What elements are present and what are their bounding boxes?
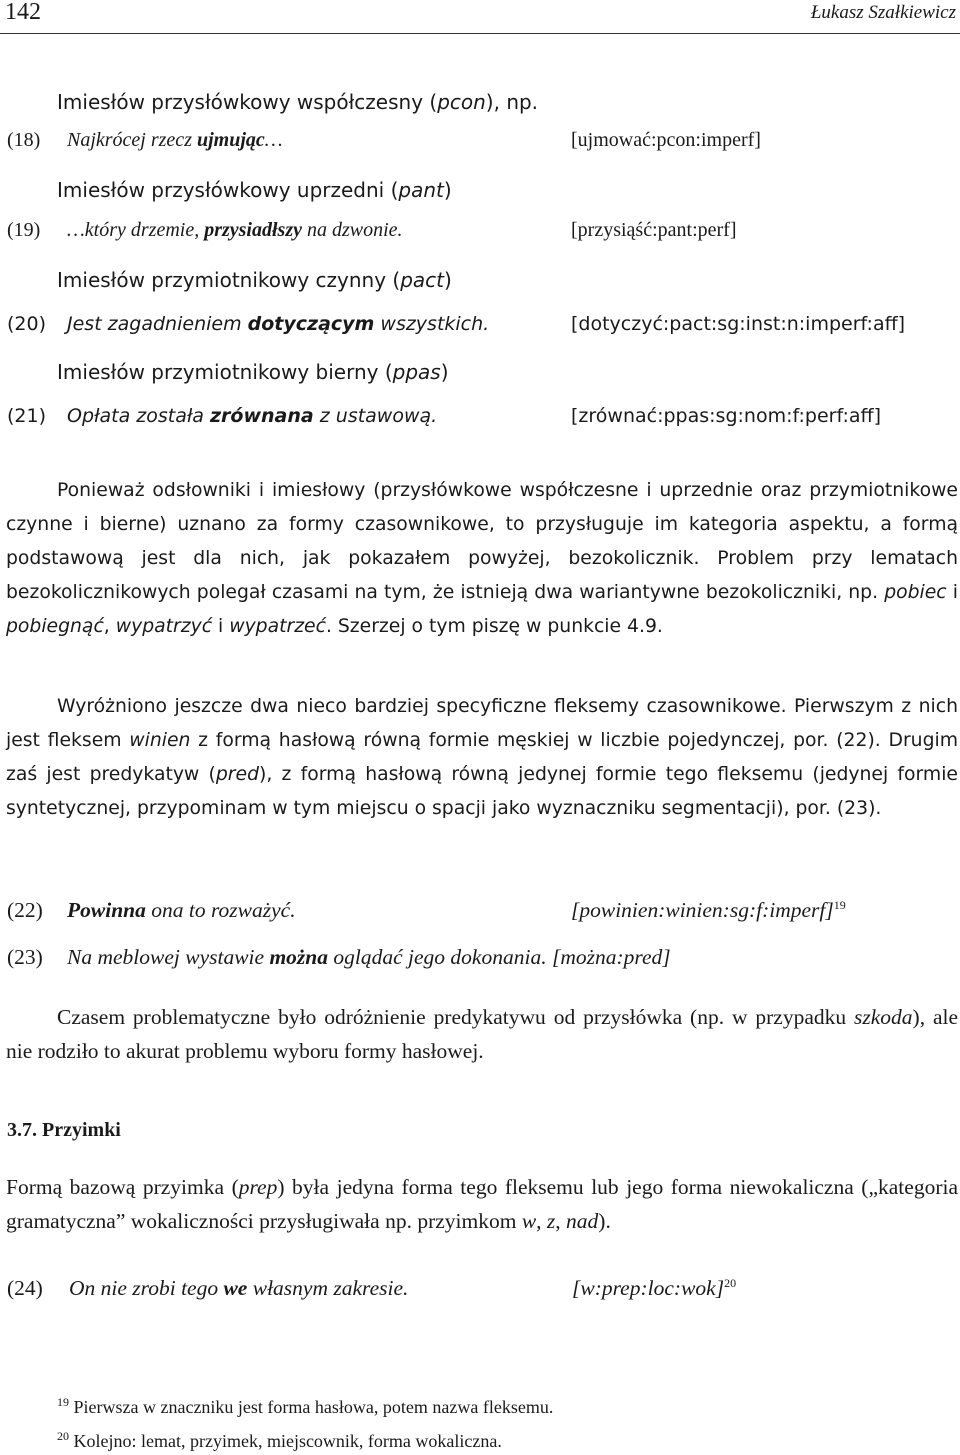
example-sentence: …który drzemie, przysiadłszy na dzwonie.	[67, 219, 403, 241]
body-paragraph: Formą bazową przyimka (prep) była jedyna forma tego fleksemu lub jego forma niewokaliczna („kategoria gramatyczna” wokaliczności przysługiwała np. przyimkom w, z, nad).	[6, 1175, 958, 1233]
example-sentence: Opłata została zrównana z ustawową.	[67, 405, 438, 427]
body-paragraph: Ponieważ odsłowniki i imiesłowy (przysłówkowe współczesne i uprzednie oraz przymiotnikowe czynne i bierne) uznano za formy czasownikowe, to przysługuje im kategoria aspektu, a formą podstawową jest dla nich, jak pokazałem powyżej, bezokolicznik. Problem przy lematach bezokolicznikowych polegał czasami na tym, że istnieją dwa wariantywne bezokoliczniki, np. pobiec i pobiegnąć, wypatrzyć i wypatrzeć. Szerzej o tym piszę w punkcie 4.9.	[6, 480, 958, 637]
section-heading: 3.7. Przyimki	[7, 1119, 121, 1141]
ppas-heading: Imiesłów przymiotnikowy bierny (ppas)	[57, 360, 449, 384]
footnote: $^{19}$ Pierwsza w znaczniku jest forma hasłowa, potem nazwa fleksemu.	[57, 1395, 554, 1417]
example-tag: [ujmować:pcon:imperf]	[571, 129, 761, 151]
example-sentence: On nie zrobi tego we własnym zakresie.	[69, 1276, 409, 1300]
example-sentence: Najkrócej rzecz ujmując…	[67, 129, 283, 151]
example-number: (22)	[7, 898, 43, 922]
example-number: (21)	[7, 405, 47, 427]
running-header	[0, 0, 960, 40]
example-sentence: Powinna ona to rozważyć.	[67, 898, 296, 922]
example-number: (20)	[7, 313, 47, 335]
footnote-ref[interactable]: 20	[724, 1275, 737, 1290]
example-tag: [zrównać:ppas:sg:nom:f:perf:aff]	[571, 405, 882, 427]
page-number: 142	[5, 0, 41, 25]
example-number: (24)	[7, 1276, 43, 1300]
example-number: (23)	[7, 945, 43, 969]
example-tag: [dotyczyć:pact:sg:inst:n:imperf:aff]	[571, 313, 906, 335]
example-number: (19)	[7, 219, 41, 241]
pcon-heading: Imiesłów przysłówkowy współczesny (pcon), np.	[57, 90, 539, 114]
footnote: $^{20}$ Kolejno: lemat, przyimek, miejscownik, forma wokaliczna.	[57, 1429, 502, 1451]
pant-heading: Imiesłów przysłówkowy uprzedni (pant)	[57, 178, 452, 202]
body-paragraph: Czasem problematyczne było odróżnienie predykatywu od przysłówka (np. w przypadku szkoda), ale nie rodziło to akurat problemu wyboru formy hasłowej.	[6, 1005, 959, 1063]
example-tag: [w:prep:loc:wok]$^{20}$	[572, 1275, 737, 1300]
example-tag: [powinien:winien:sg:f:imperf]$^{19}$	[571, 897, 846, 922]
example-sentence: Na meblowej wystawie można oglądać jego dokonania. [można:pred]	[67, 945, 671, 969]
example-number: (18)	[7, 129, 41, 151]
body-paragraph: Wyróżniono jeszcze dwa nieco bardziej specyficzne fleksemy czasownikowe. Pierwszym z nich jest fleksem winien z formą hasłową równą formie męskiej w liczbie pojedynczej, por. (22). Drugim zaś jest predykatyw (pred), z formą hasłową równą jedynej formie tego fleksemu (jedynej formie syntetycznej, przypominam w tym miejscu o spacji jako wyznaczniku segmentacji), por. (23).	[6, 696, 959, 819]
footnote-ref[interactable]: 19	[833, 897, 846, 912]
header-rule	[0, 33, 960, 34]
example-tag: [przysiąść:pant:perf]	[571, 219, 737, 241]
running-author: Łukasz Szałkiewicz	[810, 2, 956, 23]
pact-heading: Imiesłów przymiotnikowy czynny (pact)	[57, 268, 452, 292]
example-sentence: Jest zagadnieniem dotyczącym wszystkich.	[67, 313, 490, 335]
